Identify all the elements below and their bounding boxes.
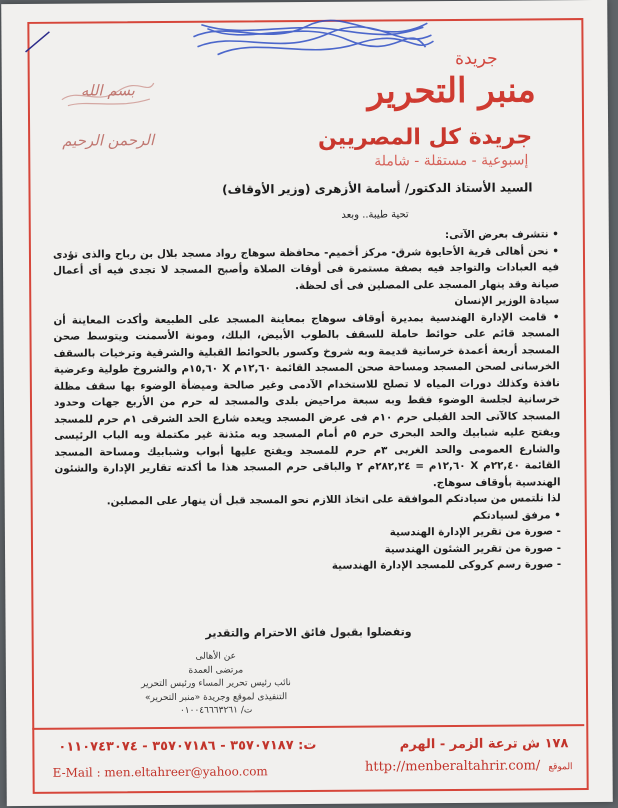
signature-line: مرتضى العمدة xyxy=(188,664,244,676)
bismillah-text: بسم الله الرحمن الرحيم xyxy=(62,81,155,150)
letter-addressee: السيد الأستاذ الدكتور/ أسامة الأزهرى (وزير الأوقاف) xyxy=(222,180,533,197)
attachment-item: - صورة من تقرير الإدارة الهندسية xyxy=(389,525,561,539)
footer-website xyxy=(365,758,573,774)
intro-line: • نتشرف بعرض الآتى: xyxy=(444,228,559,242)
letter-closing: وتفضلوا بقبول فائق الاحترام والتقدير xyxy=(205,625,412,640)
pen-mark xyxy=(23,30,53,54)
paragraph-inspection: • قامت الإدارة الهندسية بمديرة أوقاف سوهاج بمعاينة المسجد على الطبيعة وأكدت المعاينة أن المسجد قائم على حوائط حاملة للسقف بالطوب الأبيض، البلك، ومونة الأسمنت ويتوسط صحن المسجد أربعة أعمدة خرسانية قديمة وبه شروخ وكسور بالحوائط القبلية والشرقية وترخيات بالسقف الخرسانى لصحن المسجد ومساحة صحن المسجد القائمة ١٢,٦٠م X ١٥,٦٠م والشروخ طولية وعرضية نافذة وكذلك دورات المياه لا تصلح للاستخدام الآدمى وغير صالحة وميضأة الوضوء بها سقف مظلة خرسانية لجلسة الوضوء فقط وبه سبعة مراحيض بلدى والمسجد له حرم من الأربع جهات وحدود المسجد كالآتى الحد القبلى حرم ١٠م فى عرض المسجد ويعده شارع الحد الشرقى ١م حرم للمسجد ويفتح عليه شبابيك والحد البحرى حرم ٥م أمام المسجد وبه مئذنة غير مكتملة وبه الباب الرئيسى والشارع العمومى والحد الغربى ٣م حرم للمسجد ويفتح عليها أبواب وشبابيك ومساحة المسجد القائمة ٢٢,٤٠م X ١٢,٦٠م = ٢٨٢,٢٤م ٢ والباقى حرم المسجد هذا ما أكدته تقارير الإدارة والشئون الهندسية بأوقاف سوهاج. xyxy=(53,310,561,489)
attachment-item: - صورة رسم كروكى للمسجد الإدارة الهندسية xyxy=(331,558,562,572)
website-url[interactable]: http://menberaltahrir.com/ xyxy=(364,758,541,775)
footer-address: ١٧٨ ش ترعة الزمر - الهرم xyxy=(399,736,569,753)
newspaper-subtitle: إسبوعية - مستقلة - شاملة xyxy=(374,152,529,170)
paragraph-residents: • نحن أهالى قرية الأحايوة شرق- مركز أخميم- محافظة سوهاج رواد مسجد بلال بن رباح والذى تؤدى فيه العبادات والتواجد فيه بصفة مستمرة فى أوقات الصلاة وأصبح المسجد لا تجدى فيه أى أعمال صيانة وقد ينهار المسجد على المصلين فى أى لحظة. xyxy=(52,244,560,292)
newspaper-slogan: جريدة كل المصريين xyxy=(317,124,533,151)
paragraph-request: لذا نلتمس من سيادتكم الموافقة على اتخاذ اللازم نحو المسجد قبل أن ينهار على المصلين. xyxy=(106,492,561,508)
signature-line: نائب رئيس تحرير المساء ورئيس التحرير xyxy=(141,678,291,690)
footer-phones: ت: ٣٥٧٠٧١٨٧ - ٣٥٧٠٧١٨٦ - ٠١١٠٧٤٣٠٧٤ xyxy=(58,737,317,755)
blue-scribble-mark xyxy=(187,15,437,63)
signature-line: التنفيذى لموقع وجريدة «منبر التحرير» xyxy=(144,691,288,703)
letter-greeting: تحية طيبة.. وبعد xyxy=(341,209,409,221)
letter-page xyxy=(1,0,613,806)
paragraph-minister: سيادة الوزير الإنسان xyxy=(454,294,560,307)
website-label: الموقع xyxy=(548,762,573,773)
attachments-heading: • مرفق لسيادتكم xyxy=(472,508,561,522)
newspaper-name: منبر التحرير xyxy=(367,70,536,112)
footer-email[interactable]: E-Mail : men.eltahreer@yahoo.com xyxy=(52,764,268,780)
bismillah-calligraphy xyxy=(58,65,158,150)
masthead-label: جريدة xyxy=(455,48,498,69)
signature-line: ت/ ٠١٠٠٤٦٦٦٣٢٦١ xyxy=(179,705,253,716)
signature-line: عن الأهالى xyxy=(195,651,237,662)
attachment-item: - صورة من تقرير الشئون الهندسية xyxy=(384,541,562,555)
letter-body xyxy=(53,226,561,576)
signature-block xyxy=(96,650,336,719)
